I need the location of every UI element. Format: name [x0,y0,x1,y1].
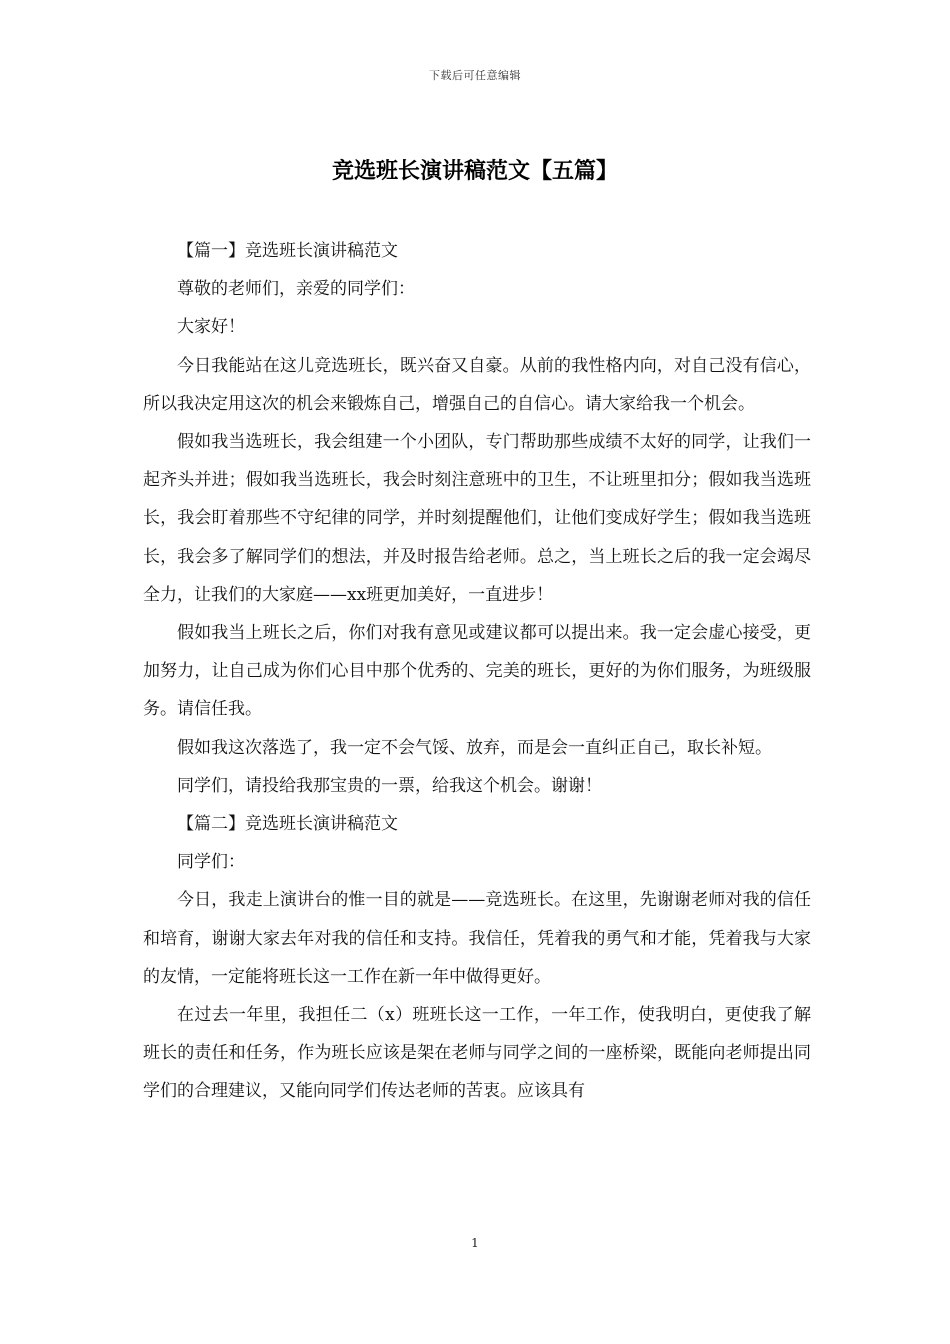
paragraph: 假如我当上班长之后，你们对我有意见或建议都可以提出来。我一定会虚心接受，更加努力，让自己成为你们心目中那个优秀的、完美的班长，更好的为你们服务，为班级服务。请信任我。 [143,623,811,720]
paragraph: 同学们，请投给我那宝贵的一票，给我这个机会。谢谢！ [177,775,602,796]
document-title: 竞选班长演讲稿范文【五篇】 [331,158,618,184]
document-body [143,232,811,1111]
paragraph: 今日我能站在这儿竞选班长，既兴奋又自豪。从前的我性格内向，对自己没有信心，所以我决定用这次的机会来锻炼自己，增强自己的自信心。请大家给我一个机会。 [143,355,811,414]
section-heading-1: 【篇一】竞选班长演讲稿范文 [177,241,398,261]
greeting: 大家好！ [177,317,245,338]
salutation: 同学们： [177,852,245,873]
salutation: 尊敬的老师们，亲爱的同学们： [177,279,415,300]
paragraph: 假如我这次落选了，我一定不会气馁、放弃，而是会一直纠正自己，取长补短。 [177,737,772,758]
paragraph: 在过去一年里，我担任二（x）班班长这一工作，一年工作，使我明白，更使我了解班长的责任和任务，作为班长应该是架在老师与同学之间的一座桥梁，既能向老师提出同学们的合理建议，又能向同学们传达老师的苦衷。应该具有 [143,1005,811,1102]
paragraph: 假如我当选班长，我会组建一个小团队，专门帮助那些成绩不太好的同学，让我们一起齐头并进；假如我当选班长，我会时刻注意班中的卫生，不让班里扣分；假如我当选班长，我会盯着那些不守纪律的同学，并时刻提醒他们，让他们变成好学生；假如我当选班长，我会多了解同学们的想法，并及时报告给老师。总之，当上班长之后的我一定会竭尽全力，让我们的大家庭——xx班更加美好，一直进步！ [143,432,811,605]
page-number: 1 [471,1236,479,1250]
header-note: 下载后可任意编辑 [429,69,521,82]
section-heading-2: 【篇二】竞选班长演讲稿范文 [177,814,398,835]
paragraph: 今日，我走上演讲台的惟一目的就是——竞选班长。在这里，先谢谢老师对我的信任和培育，谢谢大家去年对我的信任和支持。我信任，凭着我的勇气和才能，凭着我与大家的友情，一定能将班长这一工作在新一年中做得更好。 [143,890,811,987]
